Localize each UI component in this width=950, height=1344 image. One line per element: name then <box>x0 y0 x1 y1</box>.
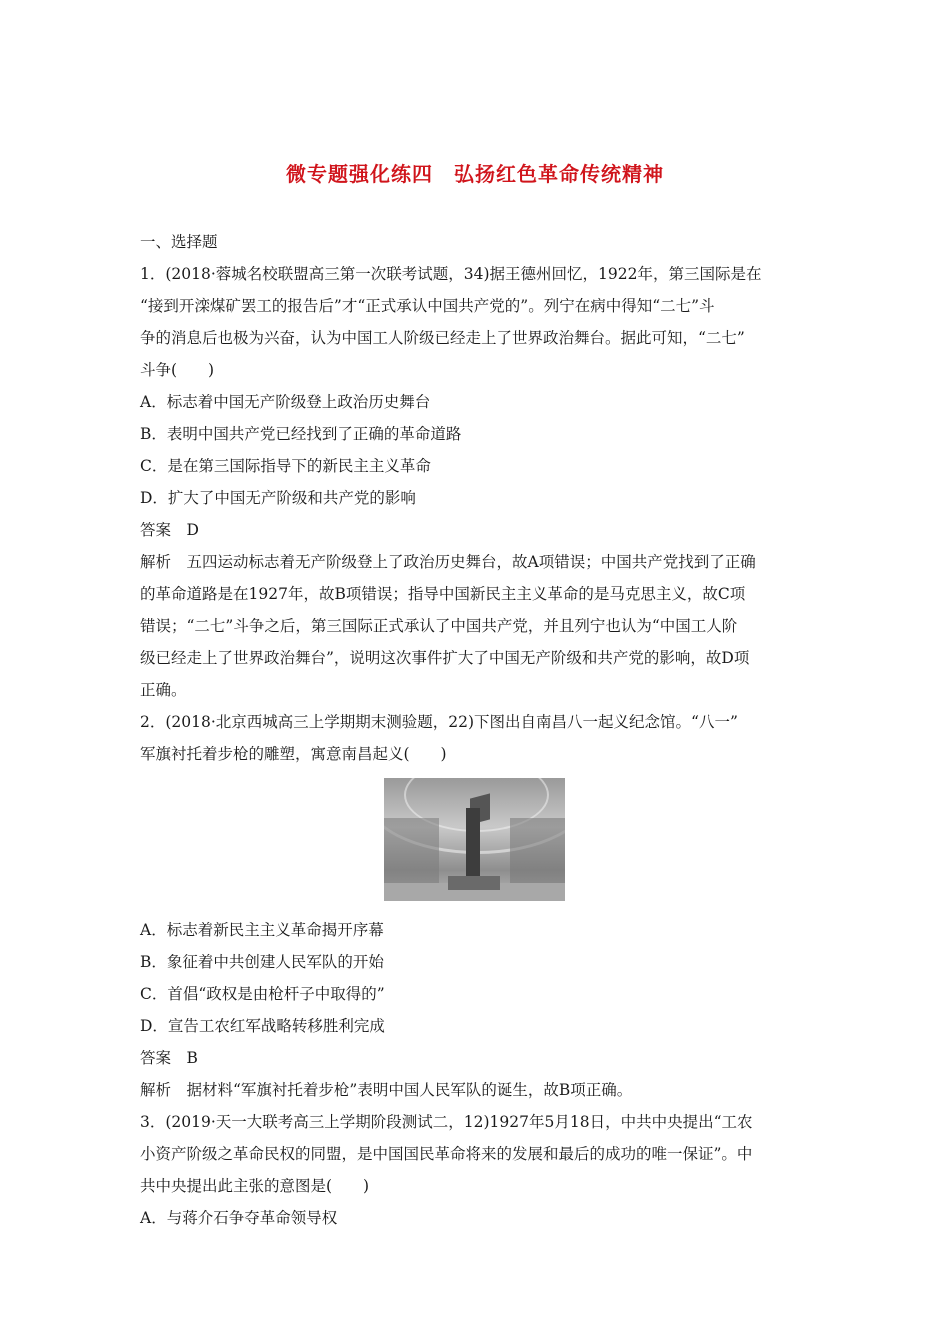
question-1-answer: 答案 D <box>140 521 199 539</box>
question-1-option-c: C．是在第三国际指导下的新民主主义革命 <box>140 457 431 475</box>
question-3-option-a: A．与蒋介石争夺革命领导权 <box>140 1209 338 1227</box>
question-3-line: 共中央提出此主张的意图是( ) <box>140 1177 370 1195</box>
question-2-answer: 答案 B <box>140 1049 198 1067</box>
question-1-option-d: D．扩大了中国无产阶级和共产党的影响 <box>140 489 416 507</box>
question-1-line: 斗争( ) <box>140 361 215 379</box>
question-1-option-b: B．表明中国共产党已经找到了正确的革命道路 <box>140 425 462 443</box>
question-2-line: 2．(2018·北京西城高三上学期期末测验题，22)下图出自南昌八一起义纪念馆。“八一” <box>140 713 738 731</box>
section-heading: 一、选择题 <box>140 233 218 251</box>
question-1-option-a: A．标志着中国无产阶级登上政治历史舞台 <box>140 393 431 411</box>
question-1-analysis-line: 解析 五四运动标志着无产阶级登上了政治历史舞台，故A项错误；中国共产党找到了正确 <box>140 553 756 571</box>
question-1-line: 争的消息后也极为兴奋，认为中国工人阶级已经走上了世界政治舞台。据此可知，“二七” <box>140 329 745 347</box>
question-1 <box>140 258 812 706</box>
page-title: 微专题强化练四 弘扬红色革命传统精神 <box>286 162 664 186</box>
question-3-line: 3．(2019·天一大联考高三上学期阶段测试二，12)1927年5月18日，中共中央提出“工农 <box>140 1113 753 1131</box>
question-2-analysis-line: 解析 据材料“军旗衬托着步枪”表明中国人民军队的诞生，故B项正确。 <box>140 1081 633 1099</box>
question-1-line: 1．(2018·蓉城名校联盟高三第一次联考试题，34)据王德州回忆，1922年，第三国际是在 <box>140 265 762 283</box>
question-2-figure <box>140 776 812 908</box>
question-2-line: 军旗衬托着步枪的雕塑，寓意南昌起义( ) <box>140 745 447 763</box>
question-1-line: “接到开滦煤矿罢工的报告后”才“正式承认中国共产党的”。列宁在病中得知“二七”斗 <box>140 297 715 315</box>
question-1-analysis-line: 错误；“二七”斗争之后，第三国际正式承认了中国共产党，并且列宁也认为“中国工人阶 <box>140 617 738 635</box>
question-2-option-a: A．标志着新民主主义革命揭开序幕 <box>140 921 384 939</box>
memorial-hall-photo <box>384 778 565 901</box>
question-3-line: 小资产阶级之革命民权的同盟，是中国国民革命将来的发展和最后的成功的唯一保证”。中 <box>140 1145 753 1163</box>
question-1-analysis-line: 正确。 <box>140 681 187 699</box>
question-1-analysis-line: 级已经走上了世界政治舞台”，说明这次事件扩大了中国无产阶级和共产党的影响，故D项 <box>140 649 750 667</box>
question-2-option-b: B．象征着中共创建人民军队的开始 <box>140 953 384 971</box>
question-1-analysis-line: 的革命道路是在1927年，故B项错误；指导中国新民主主义革命的是马克思主义，故C项 <box>140 585 746 603</box>
question-2-option-d: D．宣告工农红军战略转移胜利完成 <box>140 1017 385 1035</box>
document-body <box>140 226 812 1234</box>
rifle-sculpture-icon <box>466 808 480 880</box>
question-3 <box>140 1106 812 1234</box>
question-2 <box>140 706 812 1106</box>
question-2-option-c: C．首倡“政权是由枪杆子中取得的” <box>140 985 385 1003</box>
